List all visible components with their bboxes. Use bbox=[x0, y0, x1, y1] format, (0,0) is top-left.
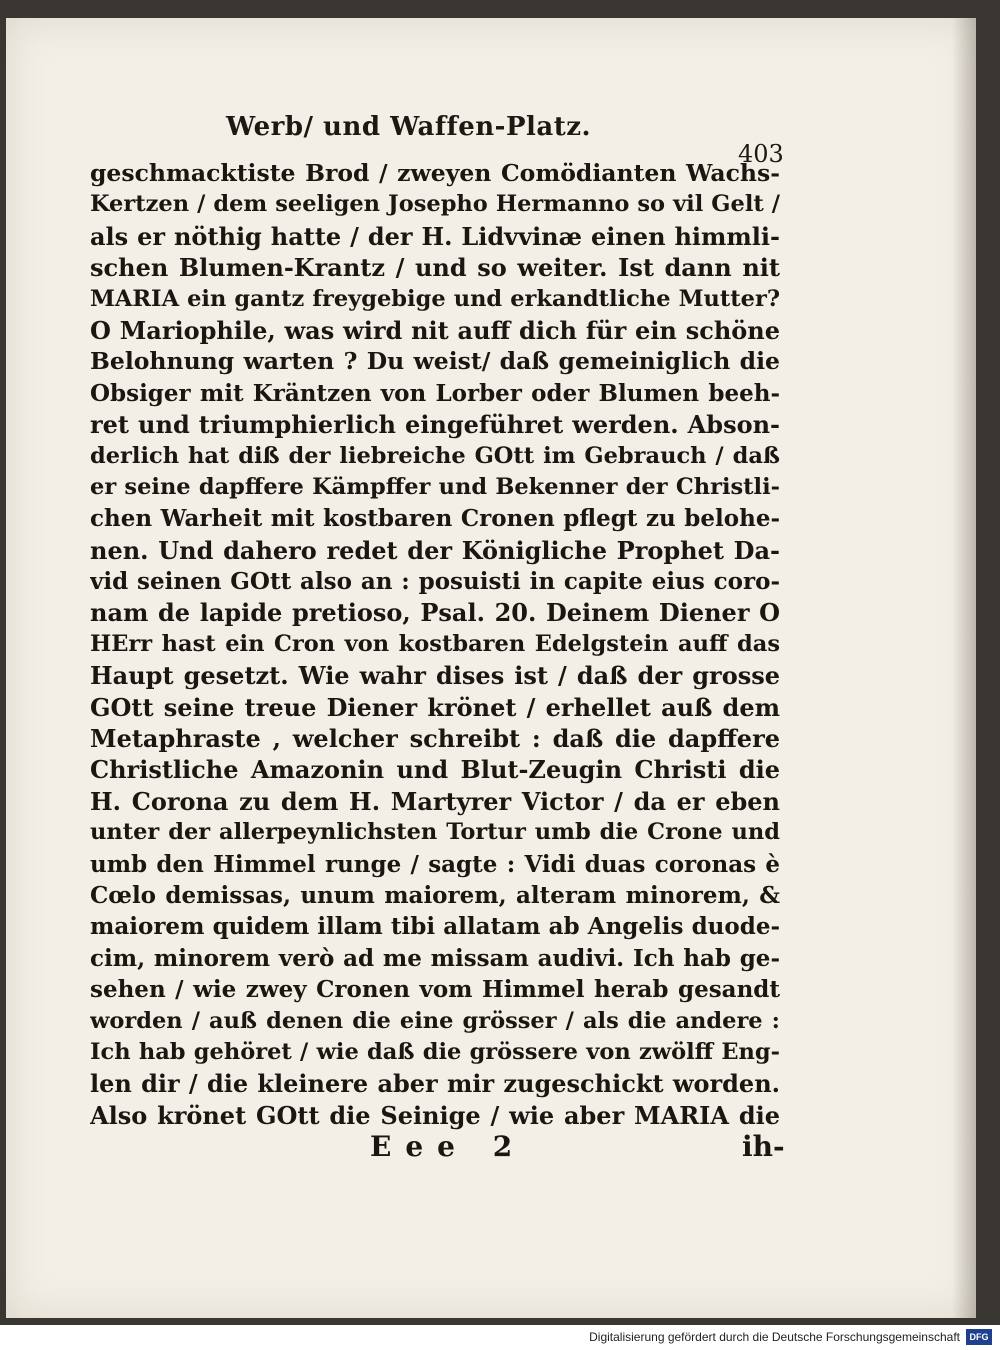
text-line: er seine dapffere Kämpffer und Bekenner der Christli- bbox=[90, 473, 780, 500]
text-line: sehen / wie zwey Cronen vom Himmel herab gesandt bbox=[90, 976, 780, 1004]
text-line: derlich hat diß der liebreiche GOtt im Gebrauch / daß bbox=[90, 442, 780, 469]
text-line: nam de lapide pretioso, Psal. 20. Deinem Diener O bbox=[90, 598, 780, 628]
body-text bbox=[90, 158, 780, 1131]
text-line: len dir / die kleinere aber mir zugeschickt worden. bbox=[90, 1069, 780, 1099]
text-line: H. Corona zu dem H. Martyrer Victor / da er eben bbox=[90, 786, 780, 816]
text-line: umb den Himmel runge / sagte : Vidi duas coronas è bbox=[90, 850, 780, 878]
text-line: cim, minorem verò ad me missam audivi. Ich hab ge- bbox=[90, 944, 780, 972]
text-line: Kertzen / dem seeligen Josepho Hermanno so vil Gelt / bbox=[90, 191, 780, 218]
text-line: Metaphraste , welcher schreibt : daß die dapffere bbox=[90, 724, 780, 754]
dfg-logo-icon: DFG bbox=[966, 1329, 992, 1345]
text-line: Belohnung warten ? Du weist/ daß gemeiniglich die bbox=[90, 347, 780, 376]
text-line: als er nöthig hatte / der H. Lidvvinæ einen himmli- bbox=[90, 221, 780, 251]
text-line: maiorem quidem illam tibi allatam ab Angelis duode- bbox=[90, 913, 780, 941]
text-line: Ich hab gehöret / wie daß die grössere von zwölff Eng- bbox=[90, 1038, 780, 1065]
text-line: Also krönet GOtt die Seinige / wie aber MARIA die bbox=[90, 1100, 780, 1130]
page-number: 403 bbox=[738, 140, 784, 168]
text-line: HErr hast ein Cron von kostbaren Edelgstein auff das bbox=[90, 630, 780, 657]
text-line: unter der allerpeynlichsten Tortur umb die Crone und bbox=[90, 819, 780, 846]
text-line: Cœlo demissas, unum maiorem, alteram minorem, & bbox=[90, 881, 780, 909]
page-edge-shadow bbox=[952, 18, 976, 1318]
text-line: Haupt gesetzt. Wie wahr dises ist / daß der grosse bbox=[90, 661, 780, 691]
text-line: ret und triumphierlich eingeführet werden. Abson- bbox=[90, 410, 780, 440]
text-line: chen Warheit mit kostbaren Cronen pflegt zu belohe- bbox=[90, 505, 780, 533]
text-line: geschmacktiste Brod / zweyen Comödianten Wachs- bbox=[90, 159, 780, 187]
text-line: O Mariophile, was wird nit auff dich für ein schöne bbox=[90, 315, 780, 345]
running-header: Werb/ und Waffen-Platz. bbox=[226, 112, 592, 142]
text-line: nen. Und dahero redet der Königliche Prophet Da- bbox=[90, 535, 780, 565]
text-line: vid seinen GOtt also an : posuisti in capite eius coro- bbox=[90, 568, 780, 596]
text-line: worden / auß denen die eine grösser / als die andere : bbox=[90, 1007, 780, 1034]
signature-mark: Eee 2 bbox=[370, 1130, 527, 1163]
text-line: Obsiger mit Kräntzen von Lorber oder Blumen beeh- bbox=[90, 379, 780, 407]
text-line: GOtt seine treue Diener krönet / erhellet auß dem bbox=[90, 692, 780, 722]
funding-credit: Digitalisierung gefördert durch die Deutsche Forschungsgemeinschaft bbox=[589, 1330, 960, 1344]
text-line: Christliche Amazonin und Blut-Zeugin Christi die bbox=[90, 755, 780, 785]
text-line: MARIA ein gantz freygebige und erkandtliche Mutter? bbox=[90, 285, 780, 312]
footer-bar bbox=[0, 1325, 1000, 1350]
catchword: ih- bbox=[742, 1130, 785, 1163]
text-line: schen Blumen-Krantz / und so weiter. Ist dann nit bbox=[90, 253, 780, 283]
